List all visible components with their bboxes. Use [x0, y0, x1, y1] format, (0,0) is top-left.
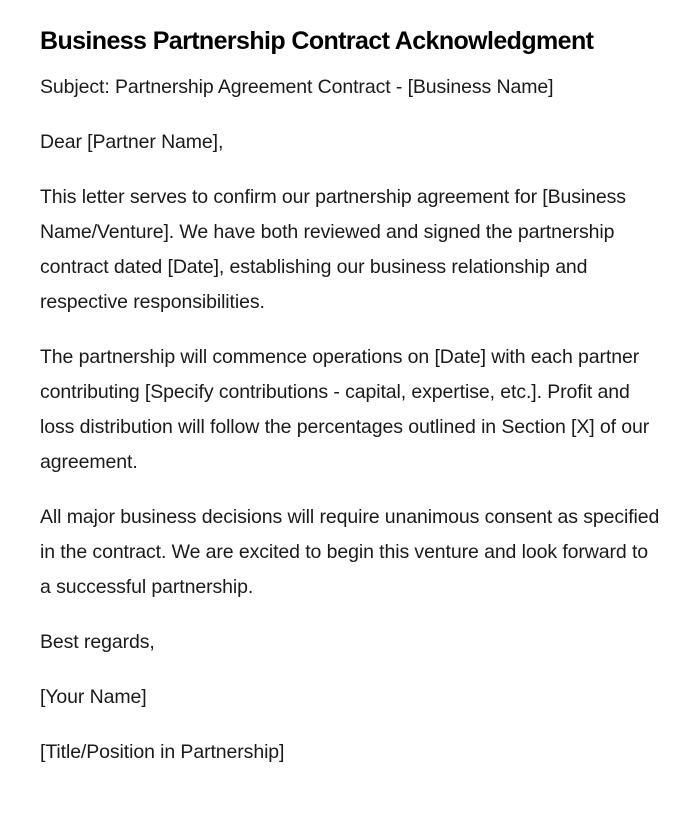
- document-title: Business Partnership Contract Acknowledgment: [40, 27, 594, 55]
- subject-line: Subject: Partnership Agreement Contract - [Business Name]: [40, 76, 554, 98]
- signature-name: [Your Name]: [40, 686, 147, 708]
- closing: Best regards,: [40, 631, 155, 653]
- signature-title: [Title/Position in Partnership]: [40, 741, 285, 763]
- body-paragraph-1: This letter serves to confirm our partnership agreement for [Business Name/Venture]. We have both reviewed and signed the partnership contract dated [Date], establishing our business relationship and respective responsibilities.: [40, 186, 626, 313]
- salutation: Dear [Partner Name],: [40, 131, 224, 153]
- body-paragraph-2: The partnership will commence operations on [Date] with each partner contributing [Specify contributions - capital, expertise, etc.]. Profit and loss distribution will follow the percentages outlined in Section [X] of our agreement.: [40, 346, 650, 473]
- body-paragraph-3: All major business decisions will require unanimous consent as specified in the contract. We are excited to begin this venture and look forward to a successful partnership.: [40, 506, 660, 598]
